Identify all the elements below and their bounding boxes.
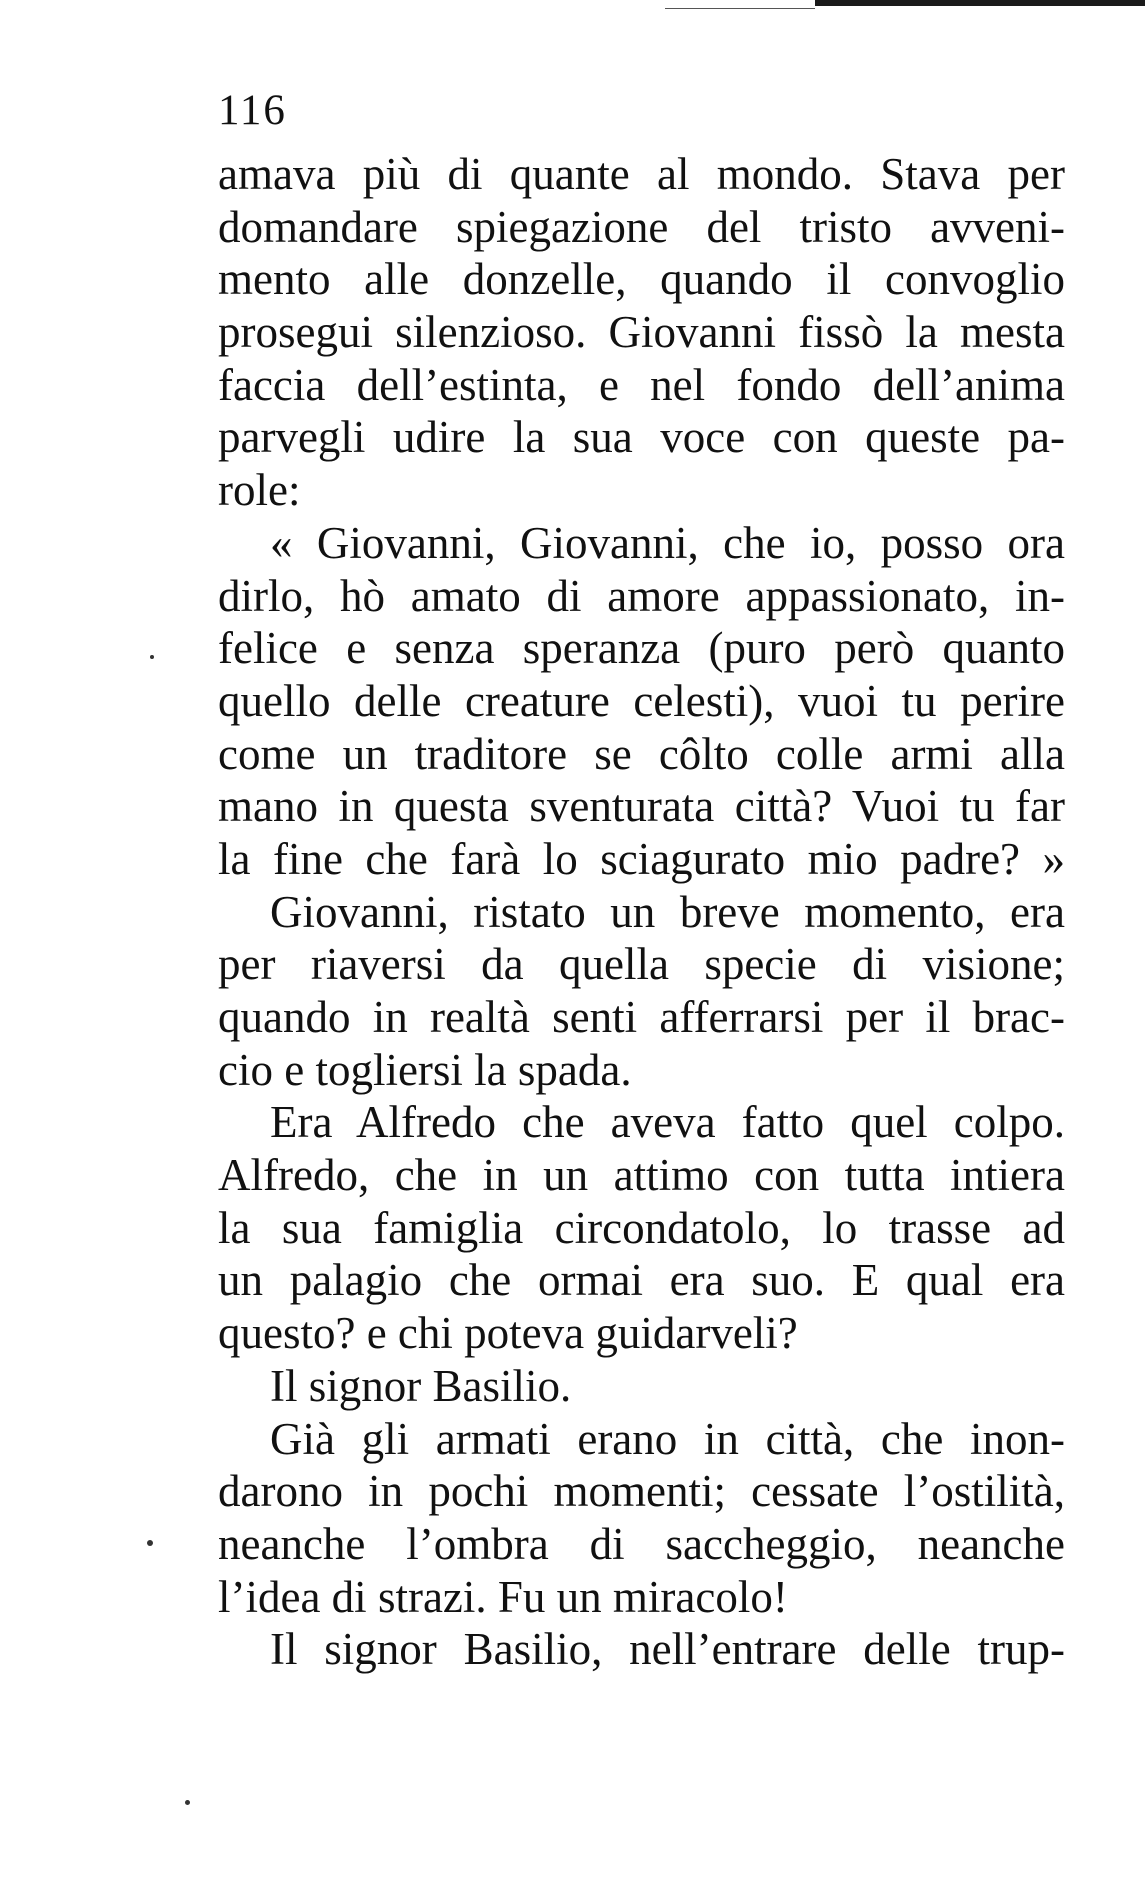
text-line: un palagio che ormai era suo. E qual era	[218, 1255, 1065, 1306]
text-line: Era Alfredo che aveva fatto quel colpo.	[270, 1097, 1065, 1148]
text-line: Già gli armati erano in città, che inon-	[270, 1413, 1065, 1464]
scan-speck	[150, 655, 154, 659]
text-line: Giovanni, ristato un breve momento, era	[270, 886, 1065, 937]
text-line: la fine che farà lo sciagurato mio padre? »	[218, 833, 1065, 884]
text-line: cio e togliersi la spada.	[218, 1044, 632, 1095]
text-line: neanche l’ombra di saccheggio, neanche	[218, 1518, 1065, 1569]
text-line: Alfredo, che in un attimo con tutta intiera	[218, 1150, 1065, 1201]
top-rule	[665, 0, 1145, 14]
text-line: dirlo, hò amato di amore appassionato, in-	[218, 570, 1065, 621]
text-line: amava più di quante al mondo. Stava per	[218, 149, 1065, 199]
text-line: l’idea di strazi. Fu un miracolo!	[218, 1571, 788, 1622]
text-line: Il signor Basilio, nell’entrare delle trup-	[270, 1624, 1065, 1675]
text-line: quando in realtà senti afferrarsi per il brac-	[218, 992, 1065, 1042]
top-rule-thin	[665, 8, 815, 9]
text-line: Il signor Basilio.	[270, 1360, 572, 1411]
text-line: felice e senza speranza (puro però quanto	[218, 623, 1065, 674]
text-line: come un traditore se côlto colle armi alla	[218, 728, 1065, 779]
page-number: 116	[218, 87, 287, 134]
text-line: la sua famiglia circondatolo, lo trasse ad	[218, 1202, 1065, 1253]
text-line: parvegli udire la sua voce con queste pa-	[218, 412, 1065, 463]
text-line: faccia dell’estinta, e nel fondo dell’anima	[218, 359, 1065, 410]
body-text	[218, 148, 1065, 1676]
text-line: questo? e chi poteva guidarveli?	[218, 1308, 798, 1359]
text-line: prosegui silenzioso. Giovanni fissò la mesta	[218, 307, 1065, 358]
text-line: « Giovanni, Giovanni, che io, posso ora	[270, 517, 1065, 568]
text-line: darono in pochi momenti; cessate l’ostilità,	[218, 1466, 1065, 1517]
text-line: quello delle creature celesti), vuoi tu perire	[218, 675, 1065, 726]
text-line: per riaversi da quella specie di visione;	[218, 939, 1065, 990]
scan-speck	[185, 1800, 190, 1805]
text-line: mento alle donzelle, quando il convoglio	[218, 254, 1065, 305]
text-line: role:	[218, 465, 301, 516]
text-line: mano in questa sventurata città? Vuoi tu far	[218, 781, 1065, 832]
text-line: domandare spiegazione del tristo avveni-	[218, 201, 1065, 252]
top-rule-thick	[815, 0, 1145, 6]
scan-speck	[147, 1540, 153, 1546]
